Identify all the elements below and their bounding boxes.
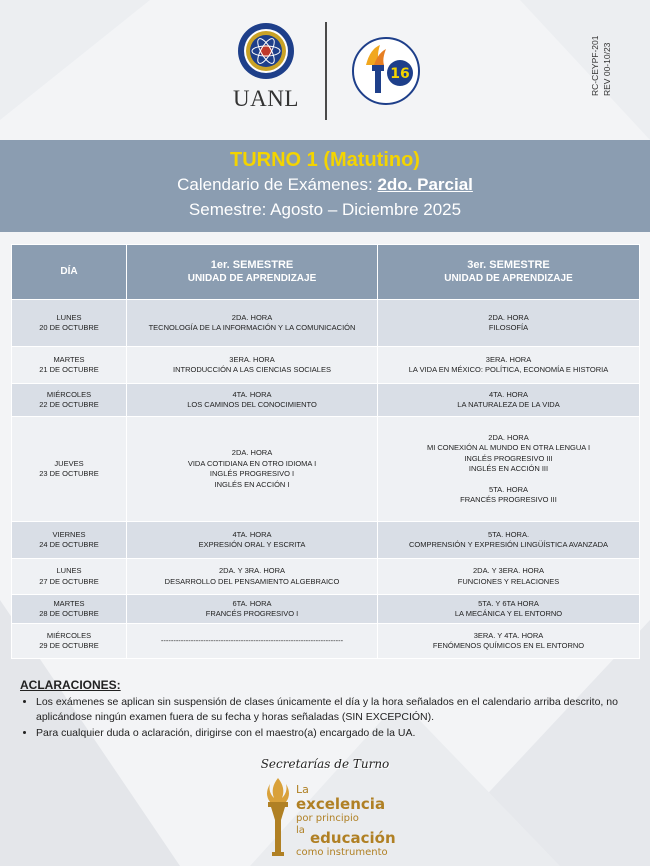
day-cell [12,559,127,595]
motto-line: la [296,825,305,836]
day-cell [12,595,127,624]
header-divider [325,22,327,120]
uanl-logo [228,22,304,124]
doc-revision-line: REV 00-10/23 [602,42,612,96]
cell-line: MIÉRCOLES [46,389,92,399]
calendar-subtitle: Calendario de Exámenes: 2do. Parcial [177,175,473,194]
cell-line: MARTES [53,598,85,608]
third-semester-cell [378,522,640,559]
cell-line: FRANCÉS PROGRESIVO III [460,495,557,504]
turno-title: TURNO 1 (Matutino) [230,149,420,171]
cell-line: 6TA. HORA [232,598,272,608]
cell-line: LUNES [56,566,82,575]
cell-line: VIDA COTIDIANA EN OTRO IDIOMA I [187,458,317,468]
table-row [12,559,640,595]
title-banner [0,140,650,232]
third-semester-cell [378,300,640,347]
third-semester-cell [378,559,640,595]
third-semester-cell [378,417,640,522]
cell-line: 24 DE OCTUBRE [39,540,99,549]
preparatoria-16-logo-icon [350,35,422,107]
motto-line: educación [310,829,396,847]
clarification-item: • Los exámenes se aplican sin suspensión de clases únicamente el día y la hora señalados en el calendario arriba descrito, no aplicándose ningún examen fuera de su fecha y horas señaladas (SIN EXCEPCIÓN). [36,695,630,724]
cell-line: 4TA. HORA [232,529,272,539]
table-row [12,522,640,559]
day-cell [12,384,127,417]
cell-line: VIERNES [52,529,86,539]
cell-line: LA VIDA EN MÉXICO: POLÍTICA, ECONOMÍA E HISTORIA [408,365,609,374]
cell-line [382,475,635,485]
cell-line: 2DA. HORA [488,432,529,442]
first-semester-cell [127,522,378,559]
cell-line: 3ERA. HORA [229,354,275,364]
motto-line: La [296,783,309,796]
motto-line: por principio [296,813,359,824]
cell-line: 22 DE OCTUBRE [39,400,99,409]
third-semester-cell [378,347,640,384]
cell-line: 2DA. HORA [231,312,273,322]
first-semester-cell [127,347,378,384]
third-semester-cell [378,384,640,417]
secretarias-signature: Secretarías de Turno [260,757,390,771]
cell-line: INGLÉS EN ACCIÓN III [468,464,549,473]
table-row [12,624,640,659]
cell-line: 5TA. Y 6TA HORA [478,598,539,608]
table-row [12,300,640,347]
day-cell [12,522,127,559]
cell-line: 2DA. Y 3RA. HORA [219,566,285,575]
cell-line: 5TA. HORA [488,484,529,494]
table-row [12,417,640,522]
header-first-semester: 1er. SEMESTRE UNIDAD DE APRENDIZAJE [127,245,378,300]
cell-line: MI CONEXIÓN AL MUNDO EN OTRA LENGUA I [426,443,591,452]
cell-line: FENÓMENOS QUÍMICOS EN EL ENTORNO [432,641,585,650]
cell-line: ------------------------------------------------------------------------- [160,635,344,645]
cell-line: 28 DE OCTUBRE [39,609,99,618]
cell-line: 2DA. HORA [488,312,529,322]
doc-code-line: RC-CEYPF-201 [590,35,600,96]
cell-line: EXPRESIÓN ORAL Y ESCRITA [198,540,306,549]
table-row [12,347,640,384]
cell-line: 3ERA. HORA [485,354,532,364]
cell-line: INGLÉS PROGRESIVO III [464,453,553,463]
svg-text:16: 16 [390,66,410,82]
torch-icon [262,776,294,861]
exam-schedule-table [11,244,640,659]
cell-line: TECNOLOGÍA DE LA INFORMACIÓN Y LA COMUNICACIÓN [148,323,356,332]
motto-line: como instrumento [296,847,388,858]
document-code [590,30,630,100]
first-semester-cell [127,624,378,659]
cell-line: 29 DE OCTUBRE [39,641,99,650]
cell-line: DESARROLLO DEL PENSAMIENTO ALGEBRAICO [164,576,340,586]
cell-line: 5TA. HORA. [487,529,530,539]
day-cell [12,417,127,522]
day-cell [12,624,127,659]
cell-line: JUEVES [54,458,84,468]
cell-line: FUNCIONES Y RELACIONES [457,576,560,586]
clarifications [20,678,630,743]
first-semester-cell [127,559,378,595]
cell-line: 27 DE OCTUBRE [39,576,99,586]
day-cell [12,300,127,347]
cell-line: INTRODUCCIÓN A LAS CIENCIAS SOCIALES [173,365,331,374]
cell-line: MARTES [53,354,85,364]
header-day: DÍA [12,245,127,300]
clarification-item: • Para cualquier duda o aclaración, dirigirse con el maestro(a) encargado de la UA. [36,726,630,741]
cell-line: 23 DE OCTUBRE [39,469,99,478]
cell-line: INGLÉS PROGRESIVO I [209,469,295,478]
first-semester-cell [127,384,378,417]
third-semester-cell [378,624,640,659]
semester-subtitle: Semestre: Agosto – Diciembre 2025 [188,200,462,219]
table-row [12,384,640,417]
cell-line: 20 DE OCTUBRE [39,323,99,332]
clarifications-heading: ACLARACIONES: [20,678,121,692]
cell-line: INGLÉS EN ACCIÓN I [214,479,290,489]
cell-line: 4TA. HORA [232,389,272,399]
table-row [12,595,640,624]
cell-line: 3ERA. Y 4TA. HORA [473,630,544,640]
first-semester-cell [127,595,378,624]
cell-line: 21 DE OCTUBRE [39,365,99,374]
cell-line: LA NATURALEZA DE LA VIDA [457,400,560,409]
cell-line: FRANCÉS PROGRESIVO I [205,609,299,618]
header-third-semester: 3er. SEMESTRE UNIDAD DE APRENDIZAJE [378,245,640,300]
uanl-seal-icon [237,22,295,80]
cell-line: LA MECÁNICA Y EL ENTORNO [454,609,563,618]
table-header-row [12,245,640,300]
cell-line: 4TA. HORA [488,389,529,399]
cell-line: 2DA. HORA [231,448,273,457]
day-cell [12,347,127,384]
third-semester-cell [378,595,640,624]
excellence-motto-logo [262,776,396,861]
motto-line: excelencia [296,795,386,813]
cell-line: LUNES [56,312,82,322]
cell-line: 2DA. Y 3ERA. HORA [472,566,544,575]
parcial-label: 2do. Parcial [377,175,473,194]
cell-line: MIÉRCOLES [46,630,92,640]
cell-line: FILOSOFÍA [488,323,529,332]
cell-line: COMPRENSIÓN Y EXPRESIÓN LINGÜÍSTICA AVANZADA [408,540,609,549]
cell-line: LOS CAMINOS DEL CONOCIMIENTO [187,400,317,409]
first-semester-cell [127,417,378,522]
uanl-wordmark: UANL [233,86,299,111]
first-semester-cell [127,300,378,347]
